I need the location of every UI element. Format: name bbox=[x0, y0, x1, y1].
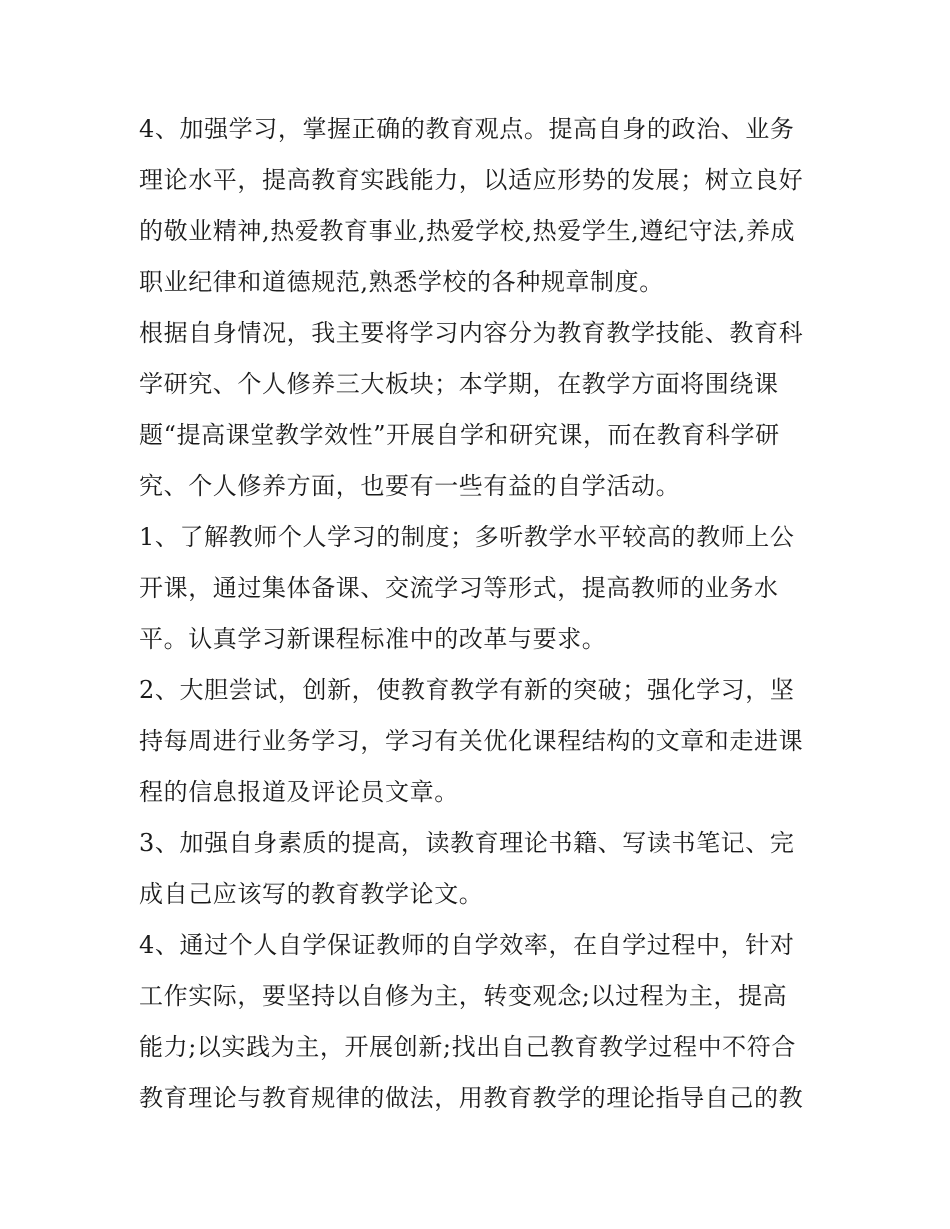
text-line: 教育理论与教育规律的做法，用教育教学的理论指导自己的教 bbox=[139, 1084, 804, 1112]
text-line: 能力;以实践为主，开展创新;找出自己教育教学过程中不符合 bbox=[139, 1033, 796, 1061]
text-line: 题“提高课堂教学效性”开展自学和研究课，而在教育科学研 bbox=[139, 421, 780, 449]
text-line: 成自己应该写的教育教学论文。 bbox=[139, 880, 484, 908]
text-line: 4、通过个人自学保证教师的自学效率，在自学过程中，针对 bbox=[139, 931, 795, 959]
text-line: 2、大胆尝试，创新，使教育教学有新的突破；强化学习，坚 bbox=[139, 676, 795, 704]
text-line: 开课，通过集体备课、交流学习等形式，提高教师的业务水 bbox=[139, 574, 779, 602]
text-line: 平。认真学习新课程标准中的改革与要求。 bbox=[139, 625, 607, 653]
text-line: 究、个人修养方面，也要有一些有益的自学活动。 bbox=[139, 472, 681, 500]
text-line: 的敬业精神,热爱教育事业,热爱学校,热爱学生,遵纪守法,养成 bbox=[139, 217, 796, 245]
text-line: 4、加强学习，掌握正确的教育观点。提高自身的政治、业务 bbox=[139, 115, 795, 143]
text-line: 职业纪律和道德规范,熟悉学校的各种规章制度。 bbox=[139, 268, 664, 296]
text-line: 工作实际，要坚持以自修为主，转变观念;以过程为主，提高 bbox=[139, 982, 788, 1010]
document-body bbox=[139, 104, 829, 1124]
text-line: 1、了解教师个人学习的制度；多听教学水平较高的教师上公 bbox=[139, 523, 795, 551]
text-line: 根据自身情况，我主要将学习内容分为教育教学技能、教育科 bbox=[139, 319, 804, 347]
text-line: 学研究、个人修养三大板块；本学期，在教学方面将围绕课 bbox=[139, 370, 779, 398]
text-line: 程的信息报道及评论员文章。 bbox=[139, 778, 459, 806]
text-line: 3、加强自身素质的提高，读教育理论书籍、写读书笔记、完 bbox=[139, 829, 795, 857]
text-line: 持每周进行业务学习，学习有关优化课程结构的文章和走进课 bbox=[139, 727, 804, 755]
text-line: 理论水平，提高教育实践能力，以适应形势的发展；树立良好 bbox=[139, 166, 804, 194]
